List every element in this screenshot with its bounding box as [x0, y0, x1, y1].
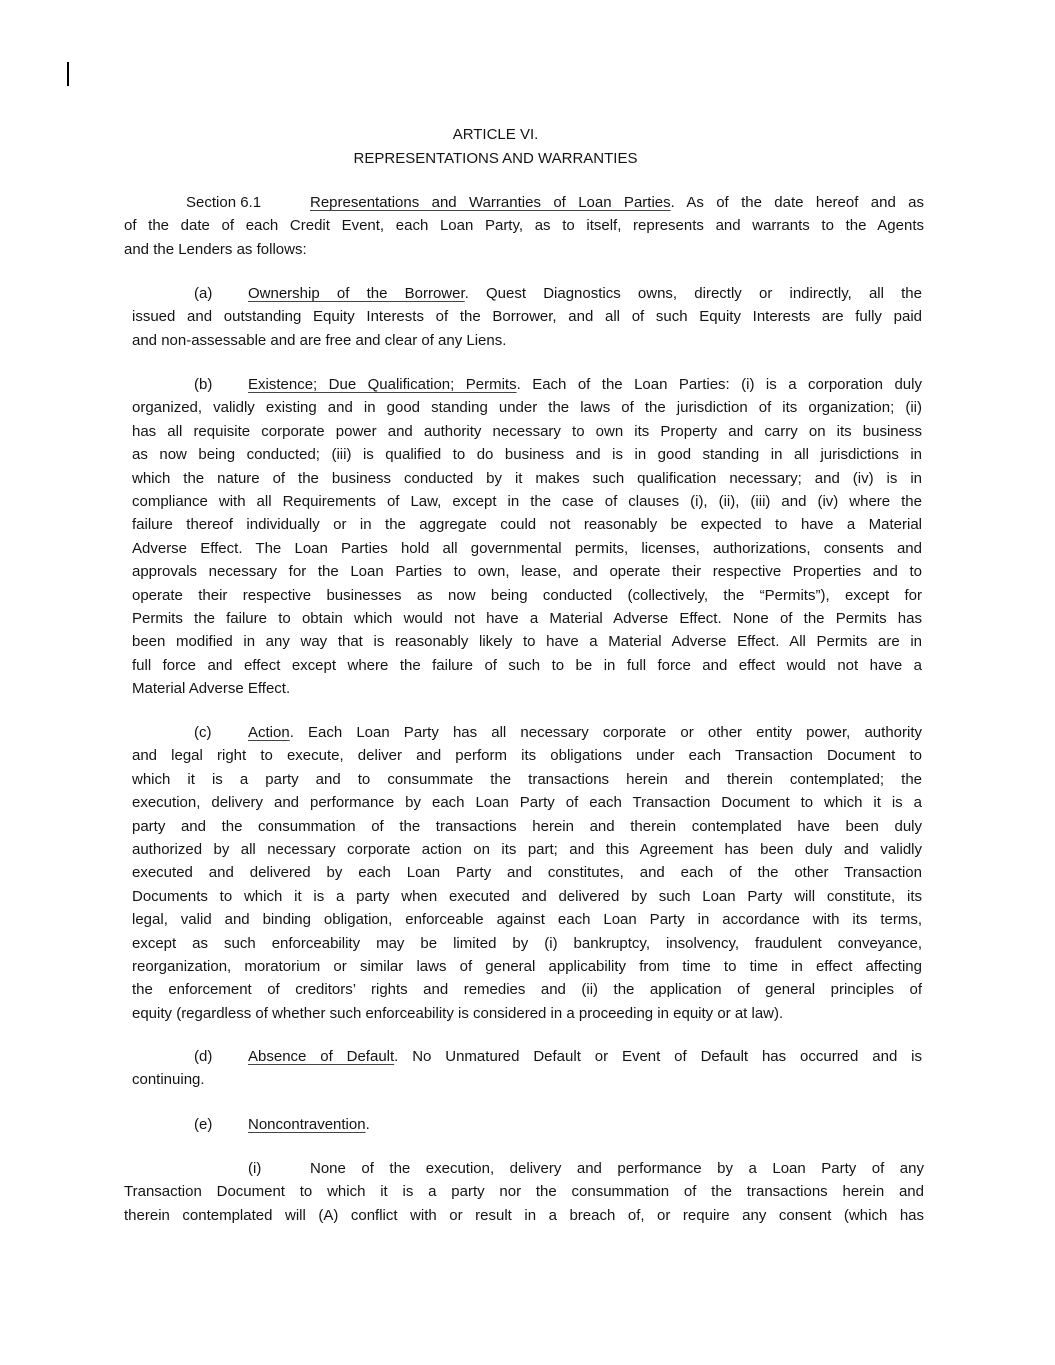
clause-heading: Noncontravention: [248, 1116, 366, 1133]
clause-label: (e): [194, 1116, 213, 1133]
paragraph-line: organized, validly existing and in good standing under the laws of the jurisdiction of its organization; (ii): [132, 399, 922, 417]
line-text: . As of the date hereof and as: [670, 194, 924, 211]
paragraph-line: Permits the failure to obtain which would not have a Material Adverse Effect. None of the Permits has: [132, 610, 922, 628]
paragraph-line: issued and outstanding Equity Interests of the Borrower, and all of such Equity Interests are fully paid: [132, 308, 922, 326]
clause-heading: Action: [248, 724, 290, 741]
paragraph-line: and the Lenders as follows:: [124, 240, 307, 258]
line-text: . Each Loan Party has all necessary corporate or other entity power, authority: [289, 724, 922, 741]
paragraph-line: executed and delivered by each Loan Party and constitutes, and each of the other Transaction: [132, 864, 922, 882]
line-text: . Quest Diagnostics owns, directly or indirectly, all the: [464, 285, 922, 302]
line-text: .: [365, 1116, 370, 1133]
paragraph-line: [124, 1157, 924, 1180]
paragraph-line: full force and effect except where the failure of such to be in full force and effect would not have a: [132, 656, 922, 674]
paragraph-line: Material Adverse Effect.: [132, 680, 291, 698]
paragraph-line: as now being conducted; (iii) is qualified to do business and is in good standing in all jurisdictions in: [132, 446, 922, 464]
article-number: ARTICLE VI.: [452, 126, 539, 143]
paragraph-line: Transaction Document to which it is a party nor the consummation of the transactions herein and: [124, 1183, 924, 1201]
clause-heading: Absence of Default: [248, 1048, 395, 1065]
paragraph-line: [132, 373, 922, 396]
paragraph-line: equity (regardless of whether such enforceability is considered in a proceeding in equity or at law).: [132, 1004, 784, 1022]
line-text: . Each of the Loan Parties: (i) is a corporation duly: [516, 376, 922, 393]
paragraph-line: continuing.: [132, 1071, 205, 1089]
line-text: . No Unmatured Default or Event of Default has occurred and is: [394, 1048, 922, 1065]
paragraph-line: and non-assessable and are free and clear of any Liens.: [132, 331, 507, 349]
paragraph-line: Adverse Effect. The Loan Parties hold all governmental permits, licenses, authorizations, consents and: [132, 539, 922, 557]
paragraph-line: [132, 721, 922, 744]
paragraph-line: [132, 282, 922, 305]
paragraph-line: [132, 1045, 922, 1068]
article-title: REPRESENTATIONS AND WARRANTIES: [353, 150, 638, 167]
clause-b: [132, 373, 922, 701]
line-text: None of the execution, delivery and performance by a Loan Party of any: [310, 1160, 924, 1177]
paragraph-line: [132, 1113, 922, 1136]
subclause-i: [124, 1157, 924, 1227]
clause-label: (c): [194, 724, 212, 741]
paragraph-line: reorganization, moratorium or similar laws of general applicability from time to time in effect affecting: [132, 958, 922, 976]
paragraph-line: Documents to which it is a party when executed and delivered by such Loan Party will constitute, its: [132, 887, 922, 905]
clause-label: (b): [194, 376, 213, 393]
paragraph-line: of the date of each Credit Event, each Loan Party, as to itself, represents and warrants to the Agents: [124, 217, 924, 235]
clause-label: (a): [194, 285, 213, 302]
paragraph-line: authorized by all necessary corporate action on its part; and this Agreement has been duly and validly: [132, 841, 922, 859]
paragraph-line: compliance with all Requirements of Law, except in the case of clauses (i), (ii), (iii) and (iv) where the: [132, 493, 922, 511]
section-6-1-paragraph: [124, 191, 924, 261]
clause-e: [132, 1113, 922, 1136]
paragraph-line: which it is a party and to consummate the transactions herein and therein contemplated; the: [132, 770, 922, 788]
paragraph-line: party and the consummation of the transactions herein and therein contemplated have been duly: [132, 817, 922, 835]
subclause-label: (i): [248, 1160, 262, 1177]
clause-a: [132, 282, 922, 352]
paragraph-line: has all requisite corporate power and authority necessary to own its Property and carry on its business: [132, 422, 922, 440]
clause-c: [132, 721, 922, 1025]
paragraph-line: and legal right to execute, deliver and perform its obligations under each Transaction Document to: [132, 747, 922, 765]
clause-d: [132, 1045, 922, 1092]
paragraph-line: been modified in any way that is reasonably likely to have a Material Adverse Effect. All Permits are in: [132, 633, 922, 651]
paragraph-line: failure thereof individually or in the aggregate could not reasonably be expected to have a Material: [132, 516, 922, 534]
paragraph-line: therein contemplated will (A) conflict with or result in a breach of, or require any consent (which has: [124, 1206, 924, 1224]
paragraph-line: which the nature of the business conducted by it makes such qualification necessary; and (iv) is in: [132, 469, 922, 487]
clause-heading: Ownership of the Borrower: [248, 285, 465, 302]
paragraph-line: operate their respective businesses as now being conducted (collectively, the “Permits”), except for: [132, 586, 922, 604]
section-heading: Representations and Warranties of Loan Parties: [310, 194, 671, 211]
text-cursor: [67, 62, 69, 86]
paragraph-line: execution, delivery and performance by each Loan Party of each Transaction Document to which it is a: [132, 794, 922, 812]
paragraph-line: approvals necessary for the Loan Parties to own, lease, and operate their respective Properties and to: [132, 563, 922, 581]
paragraph-line: [124, 191, 924, 214]
paragraph-line: the enforcement of creditors’ rights and remedies and (ii) the application of general principles of: [132, 981, 922, 999]
clause-heading: Existence; Due Qualification; Permits: [248, 376, 517, 393]
paragraph-line: except as such enforceability may be limited by (i) bankruptcy, insolvency, fraudulent conveyance,: [132, 934, 922, 952]
clause-label: (d): [194, 1048, 213, 1065]
paragraph-line: legal, valid and binding obligation, enforceable against each Loan Party in accordance with its terms,: [132, 911, 922, 929]
section-number: Section 6.1: [186, 194, 262, 211]
